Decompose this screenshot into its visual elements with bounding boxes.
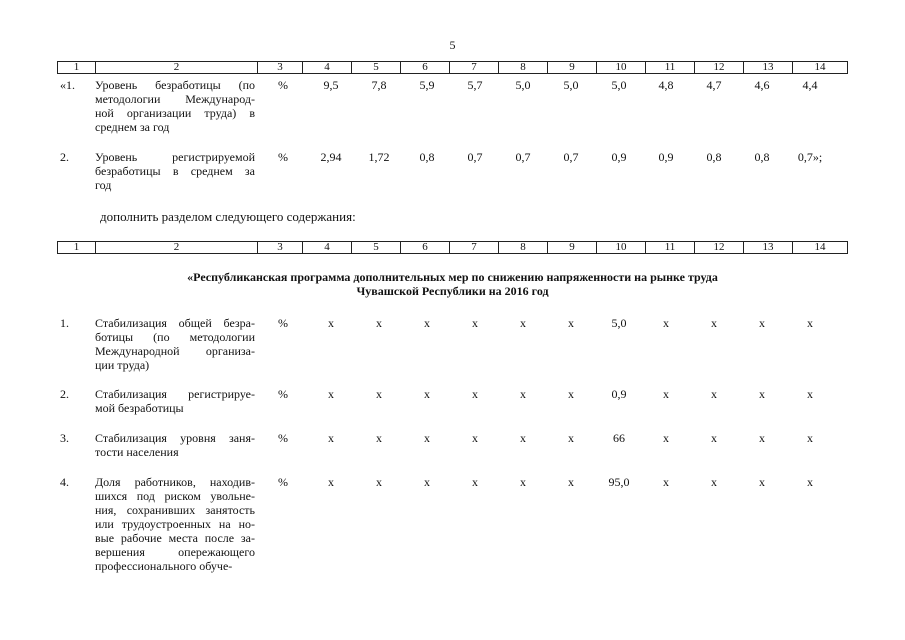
header-cell: 7: [450, 62, 499, 74]
header-cell: 11: [646, 62, 695, 74]
row-number: 2.: [60, 150, 69, 164]
value-cell: х: [376, 387, 382, 401]
header-cell: 9: [548, 62, 597, 74]
unit: %: [278, 78, 288, 92]
indicator-name-line: ботицы (по методологии: [95, 330, 255, 344]
indicator-name-line: Международной организа-: [95, 344, 255, 358]
value-cell: 66: [613, 431, 625, 445]
header-cell: 5: [352, 62, 401, 74]
value-cell: х: [759, 431, 765, 445]
header-cell: 10: [597, 62, 646, 74]
value-cell: х: [663, 431, 669, 445]
value-cell: 0,8: [706, 150, 722, 164]
value-cell: 1,72: [368, 150, 390, 164]
value-cell: х: [472, 431, 478, 445]
value-cell: х: [472, 475, 478, 489]
header-cell: 11: [646, 242, 695, 254]
value-cell: 2,94: [320, 150, 342, 164]
value-cell: х: [759, 387, 765, 401]
value-cell: х: [424, 387, 430, 401]
indicator-name-line: вершения опережающего: [95, 545, 255, 559]
value-cell: 0,9: [611, 150, 627, 164]
header-cell: 3: [258, 242, 303, 254]
header-cell: 2: [96, 242, 258, 254]
value-cell: х: [376, 475, 382, 489]
indicator-name-line: Стабилизация общей безра-: [95, 316, 255, 330]
value-cell: х: [376, 316, 382, 330]
value-cell: 4,4: [802, 78, 818, 92]
header-cell: 1: [58, 62, 96, 74]
indicator-name: [95, 150, 255, 192]
value-cell: х: [568, 387, 574, 401]
value-cell: х: [711, 387, 717, 401]
indicator-name: [95, 475, 255, 573]
value-cell: х: [663, 387, 669, 401]
header-cell: 8: [499, 242, 548, 254]
row-number: «1.: [60, 78, 75, 92]
value-cell: х: [807, 475, 813, 489]
table-column-numbers-header: [57, 61, 848, 74]
header-cell: 4: [303, 242, 352, 254]
header-cell: 14: [793, 62, 848, 74]
indicator-name-line: Уровень регистрируемой: [95, 150, 255, 164]
value-cell: х: [472, 387, 478, 401]
header-cell: 8: [499, 62, 548, 74]
value-cell: х: [759, 475, 765, 489]
unit: %: [278, 475, 288, 489]
indicator-name-line: Уровень безработицы (по: [95, 78, 255, 92]
header-cell: 3: [258, 62, 303, 74]
header-cell: 13: [744, 62, 793, 74]
section-title-line-2: Чувашской Республики на 2016 год: [356, 284, 549, 298]
indicator-name-line: профессионального обуче-: [95, 559, 233, 573]
value-cell: х: [520, 475, 526, 489]
header-cell: 5: [352, 242, 401, 254]
header-cell: 6: [401, 62, 450, 74]
value-cell: 4,6: [754, 78, 770, 92]
value-cell: 0,7: [515, 150, 531, 164]
indicator-name: [95, 431, 255, 459]
value-cell: х: [328, 431, 334, 445]
indicator-name-line: ной организации труда) в: [95, 106, 255, 120]
value-cell: х: [663, 475, 669, 489]
value-cell: 0,7»;: [797, 150, 823, 164]
indicator-name-line: безработицы в среднем за: [95, 164, 255, 178]
row-number: 1.: [60, 316, 69, 330]
unit: %: [278, 150, 288, 164]
header-cell: 12: [695, 242, 744, 254]
value-cell: 4,7: [706, 78, 722, 92]
value-cell: 5,0: [611, 316, 627, 330]
indicator-name-line: тости населения: [95, 445, 179, 459]
value-cell: 0,8: [419, 150, 435, 164]
value-cell: 0,9: [611, 387, 627, 401]
value-cell: х: [568, 475, 574, 489]
value-cell: 5,9: [419, 78, 435, 92]
indicator-name: [95, 316, 255, 372]
indicator-name: [95, 387, 255, 415]
value-cell: 0,8: [754, 150, 770, 164]
section-title: [0, 270, 905, 298]
value-cell: 7,8: [371, 78, 387, 92]
row-number: 3.: [60, 431, 69, 445]
table-column-numbers-header-2: [57, 241, 848, 254]
value-cell: 0,7: [467, 150, 483, 164]
value-cell: х: [807, 431, 813, 445]
indicator-name-line: год: [95, 178, 112, 192]
header-cell: 2: [96, 62, 258, 74]
header-cell: 14: [793, 242, 848, 254]
indicator-name-line: ции труда): [95, 358, 150, 372]
value-cell: х: [472, 316, 478, 330]
value-cell: 95,0: [608, 475, 630, 489]
value-cell: х: [424, 431, 430, 445]
value-cell: 5,0: [611, 78, 627, 92]
page-number: 5: [449, 38, 456, 52]
value-cell: х: [711, 316, 717, 330]
header-cell: 4: [303, 62, 352, 74]
value-cell: х: [328, 316, 334, 330]
value-cell: 0,9: [658, 150, 674, 164]
unit: %: [278, 387, 288, 401]
value-cell: х: [328, 475, 334, 489]
value-cell: 4,8: [658, 78, 674, 92]
indicator-name-line: мой безработицы: [95, 401, 184, 415]
header-cell: 12: [695, 62, 744, 74]
value-cell: х: [807, 387, 813, 401]
indicator-name: [95, 78, 255, 134]
value-cell: 0,7: [563, 150, 579, 164]
amendment-note: дополнить разделом следующего содержания:: [100, 209, 356, 224]
unit: %: [278, 316, 288, 330]
value-cell: 5,0: [563, 78, 579, 92]
value-cell: х: [376, 431, 382, 445]
value-cell: 9,5: [323, 78, 339, 92]
value-cell: х: [424, 475, 430, 489]
indicator-name-line: Стабилизация регистрируе-: [95, 387, 255, 401]
indicator-name-line: Доля работников, находив-: [95, 475, 255, 489]
value-cell: х: [663, 316, 669, 330]
header-cell: 6: [401, 242, 450, 254]
header-cell: 9: [548, 242, 597, 254]
value-cell: х: [568, 316, 574, 330]
row-number: 2.: [60, 387, 69, 401]
header-cell: 7: [450, 242, 499, 254]
section-title-line-1: «Республиканская программа дополнительных мер по снижению напряженности на рынке труда: [187, 270, 718, 284]
value-cell: 5,0: [515, 78, 531, 92]
value-cell: х: [424, 316, 430, 330]
indicator-name-line: вые рабочие места после за-: [95, 531, 255, 545]
header-cell: 1: [58, 242, 96, 254]
indicator-name-line: среднем за год: [95, 120, 170, 134]
indicator-name-line: шихся под риском увольне-: [95, 489, 255, 503]
unit: %: [278, 431, 288, 445]
value-cell: х: [328, 387, 334, 401]
value-cell: х: [520, 387, 526, 401]
value-cell: х: [759, 316, 765, 330]
value-cell: х: [568, 431, 574, 445]
value-cell: х: [807, 316, 813, 330]
value-cell: х: [520, 431, 526, 445]
value-cell: х: [711, 431, 717, 445]
value-cell: х: [711, 475, 717, 489]
header-cell: 13: [744, 242, 793, 254]
value-cell: 5,7: [467, 78, 483, 92]
indicator-name-line: ния, сохранивших занятость: [95, 503, 255, 517]
value-cell: х: [520, 316, 526, 330]
row-number: 4.: [60, 475, 69, 489]
indicator-name-line: Стабилизация уровня заня-: [95, 431, 255, 445]
indicator-name-line: или трудоустроенных на но-: [95, 517, 255, 531]
header-cell: 10: [597, 242, 646, 254]
indicator-name-line: методологии Международ-: [95, 92, 255, 106]
